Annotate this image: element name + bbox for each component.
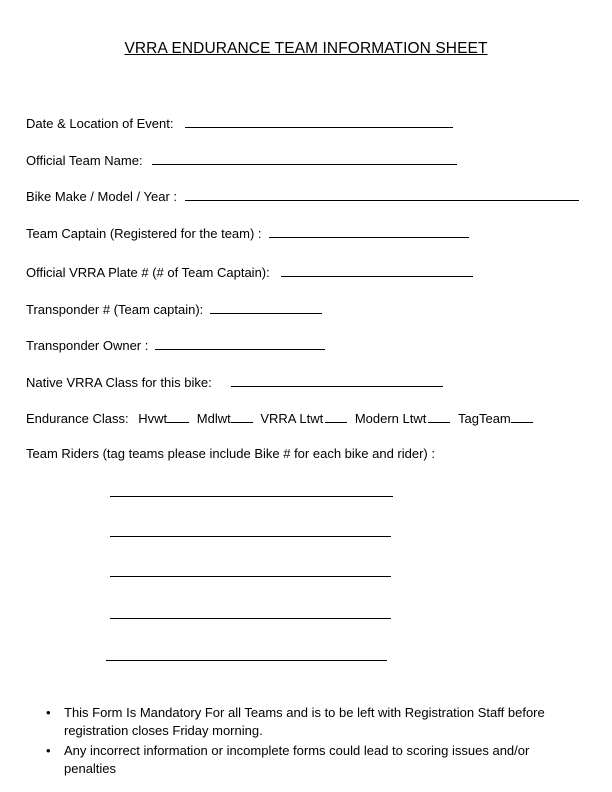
- transponder-label: Transponder # (Team captain):: [26, 302, 204, 317]
- option-mdlwt-label: Mdlwt: [196, 411, 231, 426]
- transponder-owner-row: [26, 336, 325, 354]
- plate-field[interactable]: [281, 263, 473, 277]
- bike-label: Bike Make / Model / Year :: [26, 189, 178, 204]
- option-vrra-ltwt-field[interactable]: [325, 409, 347, 423]
- note-text: Any incorrect information or incomplete forms could lead to scoring issues and/or penalties: [64, 743, 530, 776]
- note-item: [44, 704, 584, 740]
- rider-line-1[interactable]: [110, 496, 393, 497]
- date-location-label: Date & Location of Event:: [26, 116, 174, 131]
- notes-list: [44, 704, 584, 780]
- option-tagteam-label: TagTeam: [458, 411, 511, 426]
- captain-row: [26, 224, 469, 242]
- option-modern-ltwt-label: Modern Ltwt: [354, 411, 427, 426]
- team-name-row: [26, 151, 457, 169]
- team-name-label: Official Team Name:: [26, 153, 143, 168]
- transponder-field[interactable]: [210, 300, 322, 314]
- endurance-class-label: Endurance Class:: [26, 411, 129, 426]
- date-location-field[interactable]: [185, 114, 453, 128]
- rider-line-5[interactable]: [106, 660, 387, 661]
- transponder-owner-label: Transponder Owner :: [26, 338, 149, 353]
- bike-field[interactable]: [185, 187, 579, 201]
- transponder-owner-field[interactable]: [155, 336, 325, 350]
- bullet-icon: •: [46, 705, 51, 720]
- rider-line-3[interactable]: [110, 576, 391, 577]
- option-vrra-ltwt-label: VRRA Ltwt: [260, 411, 324, 426]
- native-class-row: [26, 373, 443, 391]
- option-hvwt-field[interactable]: [167, 409, 189, 423]
- transponder-row: [26, 300, 322, 318]
- option-mdlwt-field[interactable]: [231, 409, 253, 423]
- captain-label: Team Captain (Registered for the team) :: [26, 226, 262, 241]
- date-location-row: [26, 114, 453, 132]
- native-class-field[interactable]: [231, 373, 443, 387]
- option-modern-ltwt-field[interactable]: [428, 409, 450, 423]
- bullet-icon: •: [46, 743, 51, 758]
- note-text: This Form Is Mandatory For all Teams and is to be left with Registration Staff before registration closes Friday morning.: [64, 705, 545, 738]
- rider-line-4[interactable]: [110, 618, 391, 619]
- note-item: [44, 742, 584, 778]
- rider-line-2[interactable]: [110, 536, 391, 537]
- native-class-label: Native VRRA Class for this bike:: [26, 375, 212, 390]
- team-riders-label: Team Riders (tag teams please include Bike # for each bike and rider) :: [26, 446, 435, 461]
- page-title: VRRA ENDURANCE TEAM INFORMATION SHEET: [124, 40, 488, 57]
- plate-row: [26, 263, 473, 281]
- team-name-field[interactable]: [152, 151, 457, 165]
- captain-field[interactable]: [269, 224, 469, 238]
- endurance-class-row: [26, 409, 533, 427]
- plate-label: Official VRRA Plate # (# of Team Captain):: [26, 265, 270, 280]
- bike-row: [26, 187, 579, 205]
- option-hvwt-label: Hvwt: [138, 411, 168, 426]
- option-tagteam-field[interactable]: [511, 409, 533, 423]
